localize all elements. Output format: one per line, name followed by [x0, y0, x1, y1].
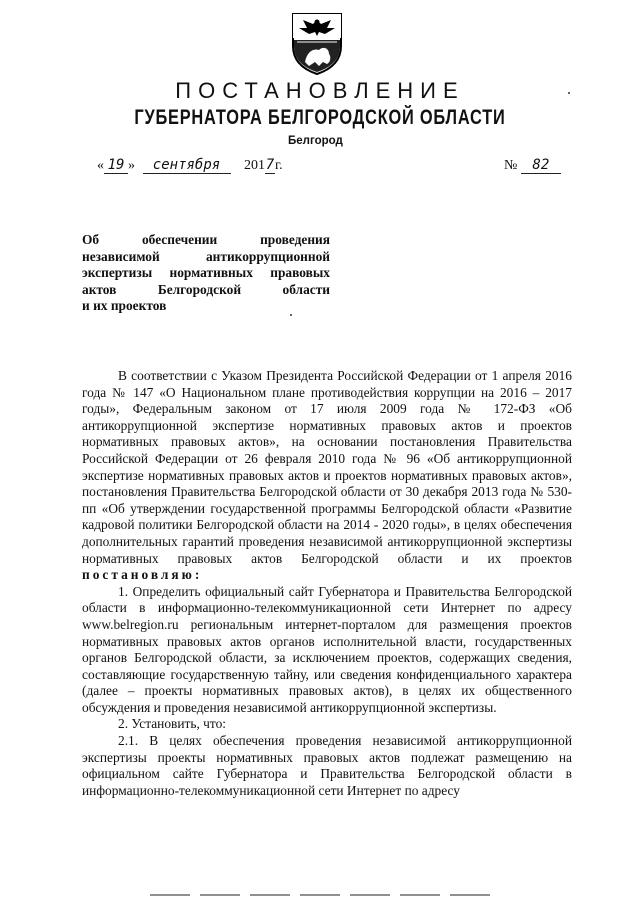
- number-label: №: [504, 158, 518, 173]
- scan-speck: [290, 314, 292, 316]
- date-year-mark: г.: [275, 158, 283, 173]
- date-field: [97, 158, 283, 174]
- subject-line: и их проектов: [82, 298, 167, 314]
- item-2-1-paragraph: 2.1. В целях обеспечения проведения независимой антикоррупционной экспертизы проекты нормативных правовых актов подлежат размещению на официальном сайте Губернатора и Правительства Белгородской области в информационно-телекоммуникационной сети Интернет по адресу: [82, 733, 572, 798]
- date-day: 19: [104, 158, 128, 174]
- date-year-prefix: 201: [244, 158, 265, 173]
- city-label: Белгород: [288, 135, 343, 147]
- coat-of-arms-emblem: [289, 12, 345, 76]
- document-type-title: ПОСТАНОВЛЕНИЕ: [175, 78, 465, 103]
- date-month: сентября: [143, 158, 231, 174]
- item-1-paragraph: 1. Определить официальный сайт Губернатора и Правительства Белгородской области в информационно-телекоммуникационной сети Интернет по адресу www.belregion.ru региональным интернет-порталом для размещения проектов нормативных правовых актов органов исполнительной власти, государственных органов Белгородской области, за исключением проектов, содержащих сведения, составляющие государственную тайну, или сведения конфиденциального характера (далее – проекты нормативных правовых актов), в целях их общественного обсуждения и проведения независимой антикоррупционной экспертизы.: [82, 583, 572, 715]
- issuer-title: ГУБЕРНАТОРА БЕЛГОРОДСКОЙ ОБЛАСТИ: [134, 106, 506, 129]
- date-year-suffix: 7: [265, 157, 275, 173]
- subject-line: Об обеспечении проведения: [82, 232, 330, 247]
- preamble-paragraph: [82, 368, 572, 584]
- document-subject: [82, 232, 330, 315]
- decree-word: постановляю:: [82, 567, 203, 583]
- document-body: [82, 368, 572, 799]
- date-quote-close: »: [128, 158, 135, 173]
- preamble-text: В соответствии с Указом Президента Российской Федерации от 1 апреля 2016 года № 147 «О Национальном плане противодействия коррупции на 2016 – 2017 годы», Федеральным законом от 17 июля 2009 года № 172-ФЗ «Об антикоррупционной экспертизе нормативных правовых актов и проектов нормативных правовых актов», на основании постановления Правительства Российской Федерации от 26 февраля 2010 года № 96 «Об антикоррупционной экспертизе нормативных правовых актов и проектов нормативных правовых актов», постановления Правительства Белгородской области от 30 декабря 2013 года № 530-пп «Об утверждении государственной программы Белгородской области «Развитие кадровой политики Белгородской области на 2014 - 2020 годы», в целях обеспечения дополнительных гарантий проведения независимой антикоррупционной экспертизы нормативных правовых актов Белгородской области и их проектов: [82, 368, 572, 566]
- item-2-paragraph: 2. Установить, что:: [118, 716, 226, 732]
- subject-line: экспертизы нормативных правовых: [82, 265, 330, 281]
- scan-speck: [568, 92, 570, 94]
- document-number-field: [504, 158, 561, 174]
- document-number: 82: [521, 158, 561, 174]
- subject-line: актов Белгородской области: [82, 281, 330, 297]
- subject-line: независимой антикоррупционной: [82, 248, 330, 264]
- footer-rule: [150, 893, 490, 897]
- date-quote-open: «: [97, 158, 104, 173]
